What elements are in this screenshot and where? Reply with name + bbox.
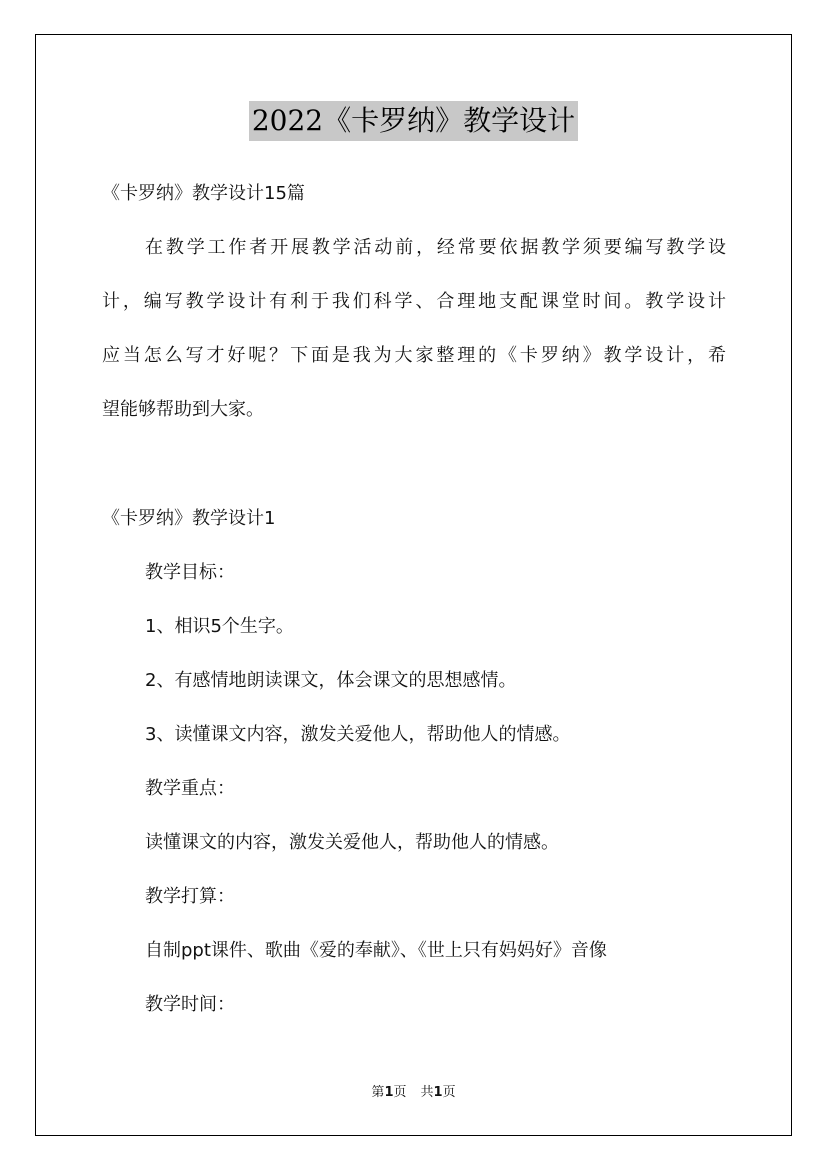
document-subtitle: 《卡罗纳》教学设计15篇 <box>102 183 305 204</box>
focus-text: 读懂课文的内容，激发关爱他人，帮助他人的情感。 <box>145 832 559 853</box>
goal-item-3: 3、读懂课文内容，激发关爱他人，帮助他人的情感。 <box>145 724 571 745</box>
time-label: 教学时间： <box>145 994 235 1015</box>
goal-item-2: 2、有感情地朗读课文，体会课文的思想感情。 <box>145 670 517 691</box>
intro-line-3: 应当怎么写才好呢？下面是我为大家整理的《卡罗纳》教学设计，希 <box>102 345 726 366</box>
footer-total-suffix: 页 <box>442 1085 456 1100</box>
intro-line-4: 望能够帮助到大家。 <box>102 399 264 420</box>
intro-line-2: 计，编写教学设计有利于我们科学、合理地支配课堂时间。教学设计 <box>102 291 726 312</box>
footer-page-number: 1 <box>384 1085 394 1100</box>
goals-label: 教学目标： <box>145 562 235 583</box>
footer-page-prefix: 第 <box>371 1085 385 1100</box>
document-title: 2022《卡罗纳》教学设计 <box>249 101 578 141</box>
prep-text: 自制ppt课件、歌曲《爱的奉献》、《世上只有妈妈好》音像 <box>145 940 607 961</box>
prep-label: 教学打算： <box>145 886 235 907</box>
footer-total-prefix: 共 <box>420 1085 434 1100</box>
goal-item-1: 1、相识5个生字。 <box>145 616 294 637</box>
focus-label: 教学重点： <box>145 778 235 799</box>
footer-page-suffix: 页 <box>393 1085 407 1100</box>
section-heading: 《卡罗纳》教学设计1 <box>102 508 276 529</box>
footer-total-number: 1 <box>433 1085 443 1100</box>
intro-line-1: 在教学工作者开展教学活动前，经常要依据教学须要编写教学设 <box>145 237 726 258</box>
title-container <box>0 101 827 141</box>
page-footer <box>0 1084 827 1102</box>
